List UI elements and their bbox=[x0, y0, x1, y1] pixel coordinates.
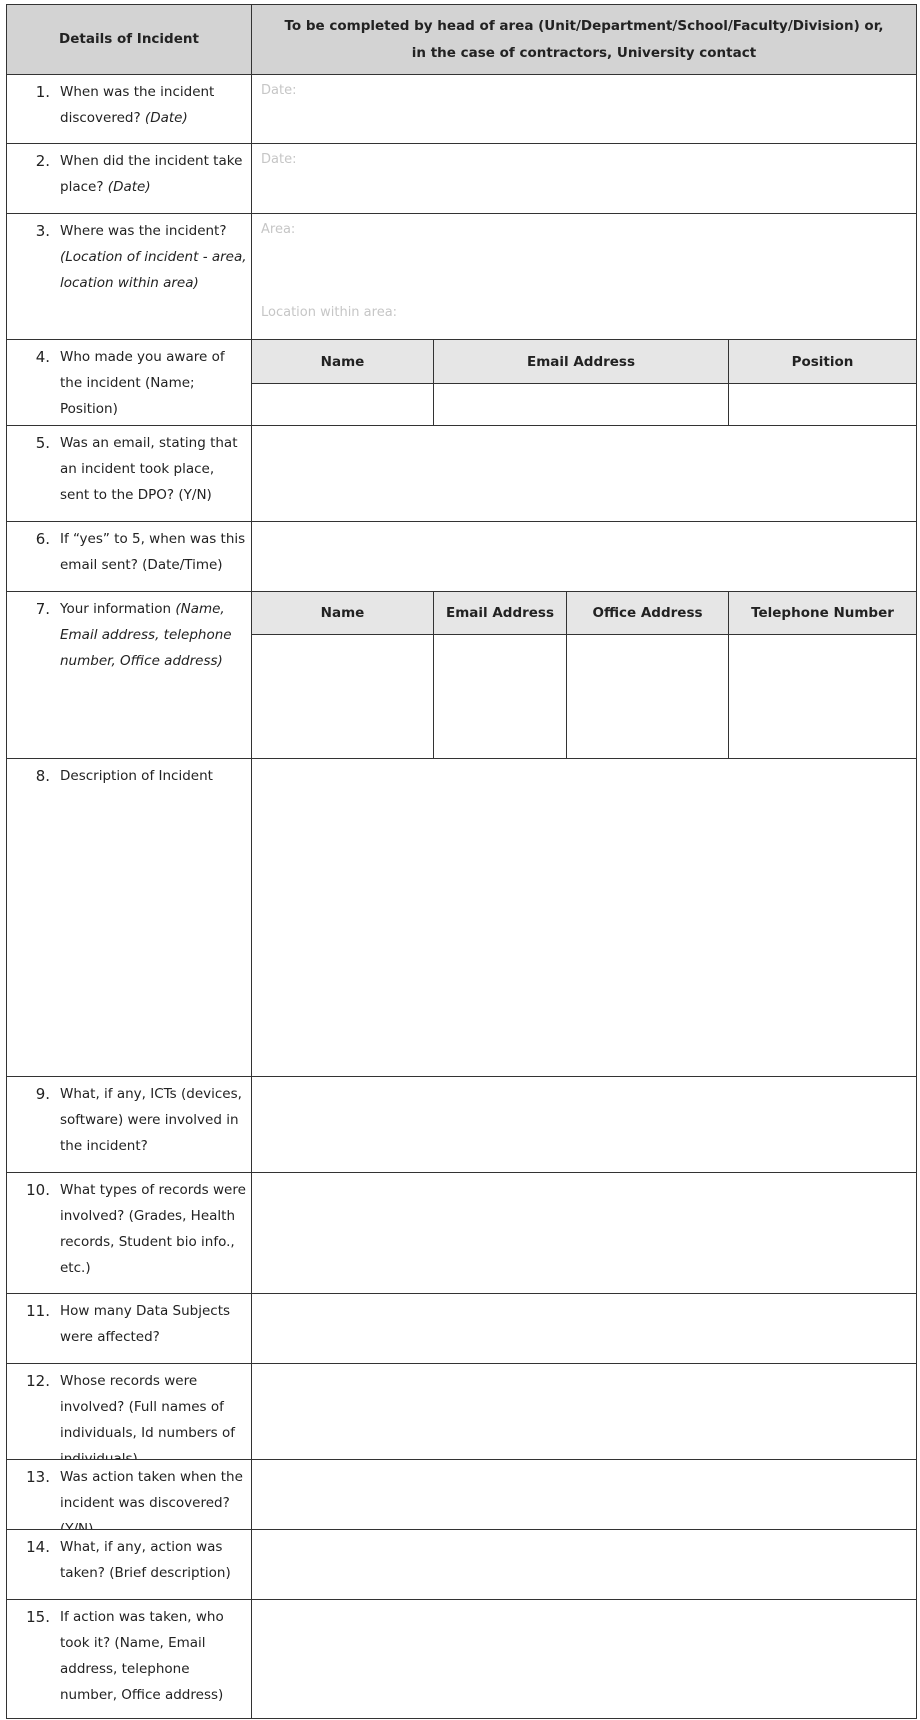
question-text: Was an email, stating that an incident took place, sent to the DPO? (Y/N) bbox=[60, 435, 238, 503]
answer-2-incident-date[interactable] bbox=[251, 143, 917, 214]
question-number: 9. bbox=[35, 1085, 50, 1103]
q7-header-office-address: Office Address bbox=[566, 591, 729, 635]
answer-1-discovered-date[interactable] bbox=[251, 74, 917, 144]
answer-12-whose-records[interactable] bbox=[251, 1363, 917, 1460]
question-number: 3. bbox=[35, 222, 50, 240]
header-left-label: Details of Incident bbox=[59, 31, 199, 47]
question-text: What, if any, ICTs (devices, software) were involved in the incident? bbox=[60, 1086, 242, 1154]
question-text: When did the incident take place? bbox=[60, 153, 243, 195]
question-1 bbox=[6, 74, 252, 144]
question-hint: (Name, Email address, telephone number, Office address) bbox=[60, 601, 232, 669]
q7-telephone-field[interactable] bbox=[728, 634, 917, 759]
question-number: 15. bbox=[26, 1608, 50, 1626]
question-text: Whose records were involved? (Full names of individuals, Id numbers of bbox=[60, 1373, 235, 1441]
q4-position-field[interactable] bbox=[728, 383, 917, 426]
answer-8-description[interactable] bbox=[251, 758, 917, 1077]
question-text: Your information bbox=[60, 601, 172, 617]
question-number: 1. bbox=[35, 83, 50, 101]
question-number: 10. bbox=[26, 1181, 50, 1199]
answer-5-email-sent[interactable] bbox=[251, 425, 917, 522]
question-number: 6. bbox=[35, 530, 50, 548]
question-6 bbox=[6, 521, 252, 592]
q4-header-email-address: Email Address bbox=[433, 339, 729, 384]
question-text: Was action taken when the incident was discovered? bbox=[60, 1469, 243, 1511]
question-hint: (Date) bbox=[107, 179, 151, 195]
question-hint: (Location of incident - area, location within area) bbox=[60, 249, 247, 291]
q7-email-field[interactable] bbox=[433, 634, 567, 759]
answer-9-icts[interactable] bbox=[251, 1076, 917, 1173]
question-hint: (Date) bbox=[144, 110, 188, 126]
q7-name-field[interactable] bbox=[251, 634, 434, 759]
question-5 bbox=[6, 425, 252, 522]
question-text: What types of records were involved? (Grades, Health records, Student bio info., etc.) bbox=[60, 1182, 246, 1276]
q4-email-field[interactable] bbox=[433, 383, 729, 426]
question-text: If action was taken, who took it? (Name, Email address, telephone number, Office address) bbox=[60, 1609, 224, 1703]
question-9 bbox=[6, 1076, 252, 1173]
question-number: 13. bbox=[26, 1468, 50, 1486]
question-number: 11. bbox=[26, 1302, 50, 1320]
question-text: Where was the incident? bbox=[60, 223, 227, 239]
question-number: 14. bbox=[26, 1538, 50, 1556]
q4-header-name: Name bbox=[251, 339, 434, 384]
question-number: 8. bbox=[35, 767, 50, 785]
question-8 bbox=[6, 758, 252, 1077]
question-text: Who made you aware of the incident (Name; Position) bbox=[60, 349, 225, 417]
question-text: When was the incident discovered? bbox=[60, 84, 215, 126]
answer-13-action-taken[interactable] bbox=[251, 1459, 917, 1530]
question-number: 5. bbox=[35, 434, 50, 452]
question-15 bbox=[6, 1599, 252, 1719]
header-details-of-incident bbox=[6, 4, 252, 75]
area-placeholder: Area: bbox=[261, 222, 296, 237]
q4-header-position: Position bbox=[728, 339, 917, 384]
q4-name-field[interactable] bbox=[251, 383, 434, 426]
question-text: Description of Incident bbox=[60, 768, 213, 784]
question-13 bbox=[6, 1459, 252, 1530]
question-7 bbox=[6, 591, 252, 759]
question-number: 12. bbox=[26, 1372, 50, 1390]
q7-header-telephone-number: Telephone Number bbox=[728, 591, 917, 635]
q7-header-name: Name bbox=[251, 591, 434, 635]
answer-10-record-types[interactable] bbox=[251, 1172, 917, 1294]
date-placeholder: Date: bbox=[261, 152, 297, 167]
question-3 bbox=[6, 213, 252, 340]
header-completed-by bbox=[251, 4, 917, 75]
question-text: What, if any, action was taken? (Brief description) bbox=[60, 1539, 231, 1581]
question-2 bbox=[6, 143, 252, 214]
date-placeholder: Date: bbox=[261, 83, 297, 98]
question-11 bbox=[6, 1293, 252, 1364]
header-right-label: To be completed by head of area (Unit/Department/School/Faculty/Division) or, in the case of contractors, University contact bbox=[284, 17, 884, 61]
answer-14-action-description[interactable] bbox=[251, 1529, 917, 1600]
location-within-area-placeholder: Location within area: bbox=[261, 305, 398, 320]
question-number: 4. bbox=[35, 348, 50, 366]
answer-15-who-took-action[interactable] bbox=[251, 1599, 917, 1719]
answer-11-data-subjects[interactable] bbox=[251, 1293, 917, 1364]
question-text: If “yes” to 5, when was this email sent? (Date/Time) bbox=[60, 531, 246, 573]
answer-3-location[interactable] bbox=[251, 213, 917, 340]
answer-6-email-time[interactable] bbox=[251, 521, 917, 592]
question-4 bbox=[6, 339, 252, 426]
question-12 bbox=[6, 1363, 252, 1460]
question-number: 2. bbox=[35, 152, 50, 170]
question-10 bbox=[6, 1172, 252, 1294]
question-number: 7. bbox=[35, 600, 50, 618]
q7-header-email-address: Email Address bbox=[433, 591, 567, 635]
question-14 bbox=[6, 1529, 252, 1600]
q7-office-address-field[interactable] bbox=[566, 634, 729, 759]
question-text: How many Data Subjects were affected? bbox=[60, 1303, 231, 1345]
